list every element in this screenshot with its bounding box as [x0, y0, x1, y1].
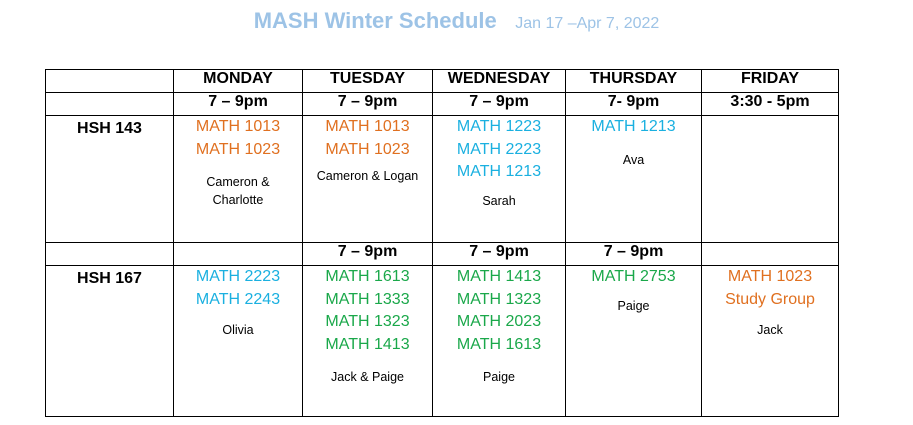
- time-friday: 3:30 - 5pm: [702, 93, 839, 116]
- tutor: Jack & Paige: [331, 370, 404, 384]
- schedule-table: [45, 69, 839, 417]
- cell-hsh167-monday: [174, 266, 303, 417]
- room-label-hsh143: HSH 143: [46, 116, 174, 243]
- time-row-hsh167: [46, 243, 839, 266]
- course: MATH 1213: [591, 118, 676, 135]
- course: MATH 2223: [456, 140, 542, 158]
- cell-hsh167-thursday: [566, 266, 702, 417]
- tutor: Ava: [622, 152, 645, 167]
- day-header-thursday: THURSDAY: [566, 70, 702, 93]
- cell-hsh143-friday: [702, 116, 839, 243]
- course: MATH 1413: [456, 268, 542, 285]
- time-wednesday: 7 – 9pm: [433, 93, 566, 116]
- room-label-hsh167: HSH 167: [46, 266, 174, 417]
- tutor: Paige: [483, 370, 515, 384]
- page-title-area: [0, 8, 913, 34]
- tutor: Charlotte: [212, 193, 264, 207]
- course: MATH 1023: [195, 140, 281, 158]
- course: Study Group: [725, 290, 815, 308]
- course: MATH 1413: [325, 335, 410, 353]
- time-corner-cell: [46, 243, 174, 266]
- course: MATH 1013: [195, 118, 281, 135]
- room-row-hsh143: [46, 116, 839, 243]
- room-row-hsh167: [46, 266, 839, 417]
- time-friday: [702, 243, 839, 266]
- day-header-friday: FRIDAY: [702, 70, 839, 93]
- day-header-tuesday: TUESDAY: [303, 70, 433, 93]
- cell-hsh143-monday: [174, 116, 303, 243]
- course: MATH 1333: [325, 290, 410, 308]
- tutor: Cameron & Logan: [316, 169, 419, 183]
- time-tuesday: 7 – 9pm: [303, 243, 433, 266]
- course: MATH 2243: [195, 290, 281, 308]
- corner-cell: [46, 70, 174, 93]
- course: MATH 2023: [456, 313, 542, 330]
- date-range: Jan 17 –Apr 7, 2022: [515, 15, 660, 32]
- course: MATH 1023: [325, 140, 410, 158]
- course: MATH 1223: [456, 118, 542, 135]
- course: MATH 1323: [325, 313, 410, 330]
- time-row-hsh143: [46, 93, 839, 116]
- time-thursday: 7- 9pm: [566, 93, 702, 116]
- time-monday: 7 – 9pm: [174, 93, 303, 116]
- time-tuesday: 7 – 9pm: [303, 93, 433, 116]
- course: MATH 2753: [591, 268, 676, 285]
- tutor: Cameron &: [206, 175, 270, 189]
- time-corner-cell: [46, 93, 174, 116]
- course: MATH 1023: [727, 268, 813, 285]
- course: MATH 1013: [325, 118, 410, 135]
- course: MATH 1613: [456, 335, 542, 353]
- cell-hsh143-wednesday: [433, 116, 566, 243]
- cell-hsh167-friday: [702, 266, 839, 417]
- tutor: Olivia: [222, 323, 254, 337]
- day-header-wednesday: WEDNESDAY: [433, 70, 566, 93]
- course: MATH 1613: [325, 268, 410, 285]
- course: MATH 1323: [456, 290, 542, 308]
- tutor: Sarah: [482, 193, 516, 208]
- course: MATH 2223: [195, 268, 281, 285]
- page-title: MASH Winter Schedule: [253, 8, 497, 33]
- day-header-row: [46, 70, 839, 93]
- time-monday: [174, 243, 303, 266]
- course: MATH 1213: [456, 163, 542, 180]
- cell-hsh167-wednesday: [433, 266, 566, 417]
- cell-hsh143-tuesday: [303, 116, 433, 243]
- day-header-monday: MONDAY: [174, 70, 303, 93]
- tutor: Jack: [757, 323, 783, 337]
- cell-hsh167-tuesday: [303, 266, 433, 417]
- cell-hsh143-thursday: [566, 116, 702, 243]
- time-wednesday: 7 – 9pm: [433, 243, 566, 266]
- tutor: Paige: [617, 298, 650, 313]
- time-thursday: 7 – 9pm: [566, 243, 702, 266]
